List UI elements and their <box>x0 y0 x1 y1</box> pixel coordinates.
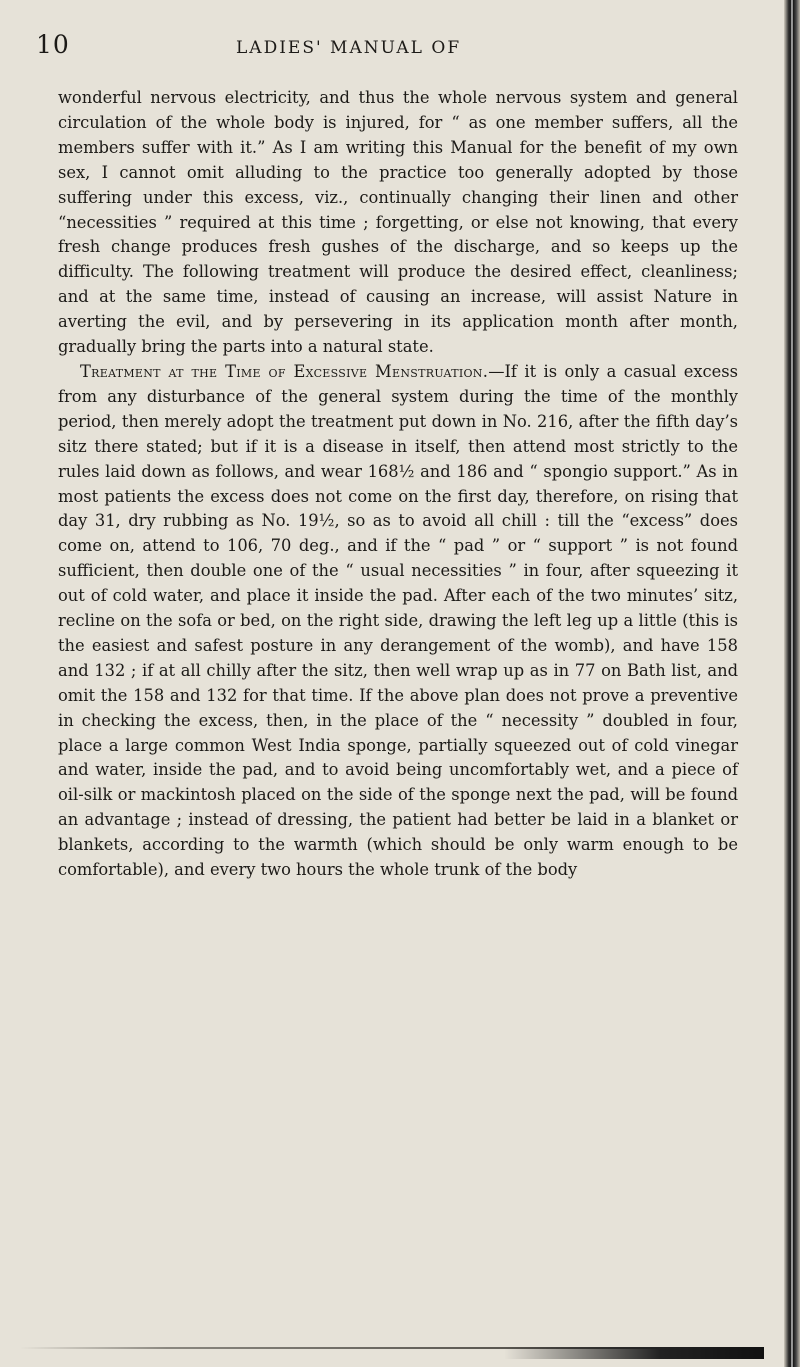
page-edge <box>784 0 800 1367</box>
section-heading: Treatment at the Time of Excessive Menstruation. <box>80 361 489 381</box>
binding-shadow <box>504 1347 764 1359</box>
running-title: LADIES' MANUAL OF <box>236 38 462 58</box>
page-number: 10 <box>36 30 70 59</box>
section-paragraph <box>58 360 738 883</box>
section-text: —If it is only a casual excess from any disturbance of the general system during the time of the monthly period, then merely adopt the treatment put down in No. 216, after the fifth day’s sitz there stated; but if it is a disease in itself, then attend most strictly to the rules laid down as follows, and wear 168½ and 186 and “ spongio support.” As in most patients the excess does not come on the first day, therefore, on rising that day 31, dry rubbing as No. 19½, so as to avoid all chill : till the “excess” does come on, attend to 106, 70 deg., and if the “ pad ” or “ support ” is not found sufficient, then double one of the “ usual necessities ” in four, after squeezing it out of cold water, and place it inside the pad. After each of the two minutes’ sitz, recline on the sofa or bed, on the right side, drawing the left leg up a little (this is the easiest and safest posture in any derangement of the womb), and have 158 and 132 ; if at all chilly after the sitz, then well wrap up as in 77 on Bath list, and omit the 158 and 132 for that time. If the above plan does not prove a preventive in checking the excess, then, in the place of the “ necessity ” doubled in four, place a large common West India sponge, partially squeezed out of cold vinegar and water, inside the pad, and to avoid being uncomfortably wet, and a piece of oil-silk or mackintosh placed on the side of the sponge next the pad, will be found an advantage ; instead of dressing, the patient had better be laid in a blanket or blankets, according to the warmth (which should be only warm enough to be comfortable), and every two hours the whole trunk of the body <box>58 361 738 880</box>
page-header <box>36 30 676 74</box>
page-edge-line <box>791 0 793 1367</box>
paragraph: wonderful nervous electricity, and thus the whole nervous system and general circulation of the whole body is injured, for “ as one member suffers, all the members suffer with it.” As I am writing this Manual for the benefit of my own sex, I cannot omit alluding to the practice too generally adopted by those suffering under this excess, viz., continually changing their linen and other “necessities ” required at this time ; forgetting, or else not knowing, that every fresh change produces fresh gushes of the discharge, and so keeps up the difficulty. The following treatment will produce the desired effect, cleanliness; and at the same time, instead of causing an increase, will assist Nature in averting the evil, and by persevering in its application month after month, gradually bring the parts into a natural state. <box>58 88 738 357</box>
body-text <box>58 86 738 883</box>
